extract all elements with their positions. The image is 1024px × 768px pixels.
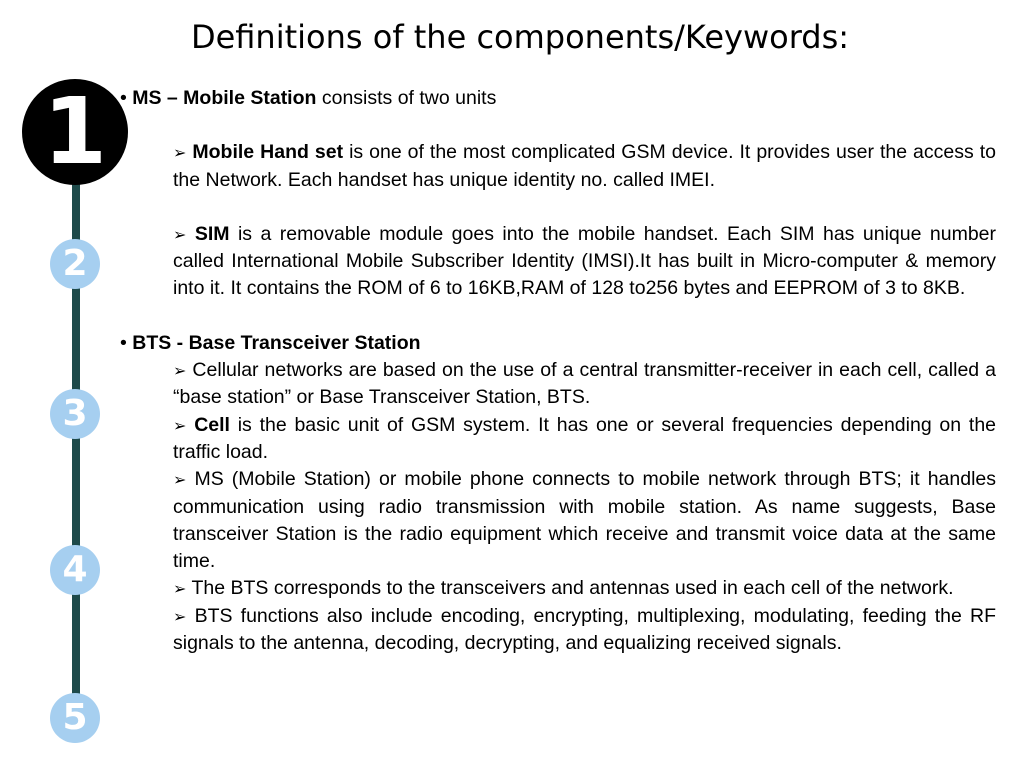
sim-bold: SIM <box>194 222 230 245</box>
content-body <box>120 85 996 657</box>
arrow-icon: ➢ <box>173 361 187 381</box>
bts-heading <box>120 330 996 357</box>
step-3-badge: 3 <box>50 389 100 439</box>
handset-text: is one of the most complicated GSM device. It provides user the access to the Network. Each handset has unique identity no. called IMEI. <box>173 141 996 191</box>
handset-bold: Mobile Hand set <box>192 141 344 164</box>
step-4-badge: 4 <box>50 545 100 595</box>
bts-paragraph-1 <box>173 357 996 412</box>
arrow-icon: ➢ <box>173 143 187 163</box>
bts-heading-bold: BTS - Base Transceiver Station <box>132 331 421 354</box>
bts-paragraph-4 <box>173 575 996 602</box>
bts-paragraph-5 <box>173 603 996 658</box>
handset-paragraph <box>173 139 996 194</box>
arrow-icon: ➢ <box>173 415 187 435</box>
sim-paragraph <box>173 221 996 303</box>
bts-paragraph-3 <box>173 466 996 575</box>
bts-p1-text: Cellular networks are based on the use of a central transmitter-receiver in each cell, called a “base station” or Base Transceiver Station, BTS. <box>173 359 996 409</box>
arrow-icon: ➢ <box>173 606 187 626</box>
bts-p3-text: MS (Mobile Station) or mobile phone connects to mobile network through BTS; it handles communication using radio transmission with mobile station. As name suggests, Base transceiver Station is the radio equipment which receive and transmit voice data at the same time. <box>173 468 996 573</box>
step-2-badge: 2 <box>50 239 100 289</box>
step-1-badge: 1 <box>22 79 128 185</box>
ms-heading <box>120 85 996 112</box>
bullet-glyph: • <box>120 87 127 109</box>
bts-p2-text: is the basic unit of GSM system. It has one or several frequencies depending on the traffic load. <box>173 413 997 463</box>
cell-bold: Cell <box>194 413 230 436</box>
bts-paragraph-2 <box>173 412 996 467</box>
bts-p4-text: The BTS corresponds to the transceivers and antennas used in each cell of the network. <box>186 577 954 600</box>
page-title: Definitions of the components/Keywords: <box>190 18 850 56</box>
arrow-icon: ➢ <box>173 224 187 244</box>
bullet-glyph: • <box>120 331 127 354</box>
step-5-badge: 5 <box>50 693 100 743</box>
ms-heading-rest: consists of two units <box>316 87 497 109</box>
arrow-icon: ➢ <box>173 579 187 599</box>
arrow-icon: ➢ <box>173 470 187 490</box>
bts-p5-text: BTS functions also include encoding, encrypting, multiplexing, modulating, feeding the RF signals to the antenna, decoding, decrypting, and equalizing received signals. <box>173 604 996 655</box>
ms-heading-bold: MS – Mobile Station <box>132 87 317 109</box>
sim-text: is a removable module goes into the mobile handset. Each SIM has unique number called International Mobile Subscriber Identity (IMSI).It has built in Micro-computer & memory into it. It contains the ROM of 6 to 16KB,RAM of 128 to256 bytes and EEPROM of 3 to 8KB. <box>173 222 997 300</box>
